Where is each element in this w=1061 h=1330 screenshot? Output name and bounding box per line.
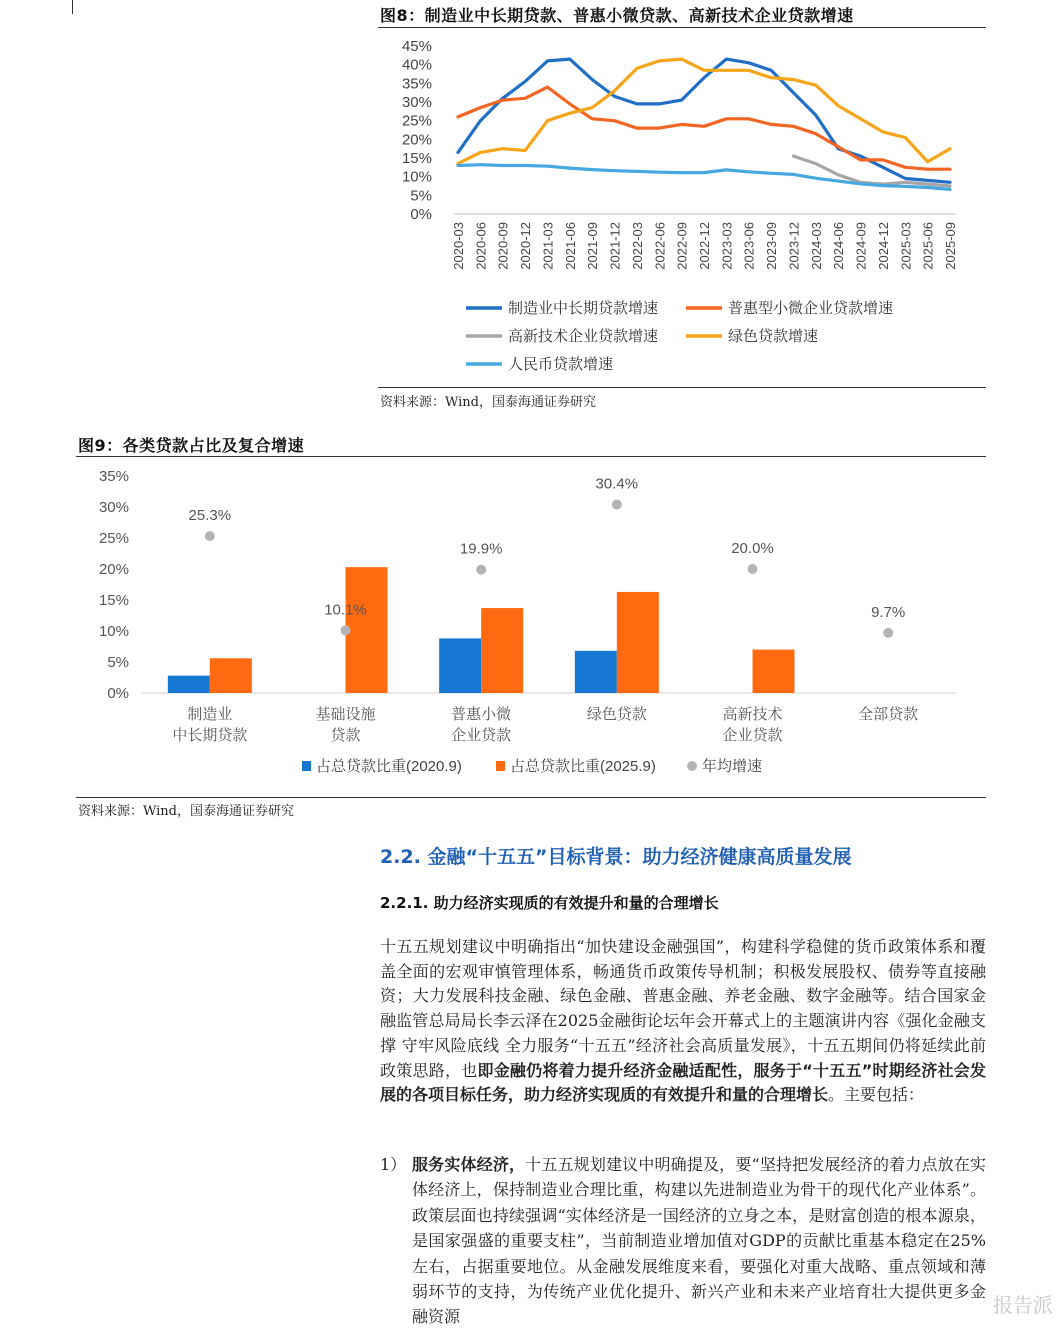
- y-tick-label: 40%: [401, 56, 432, 74]
- growth-dot: [476, 565, 486, 575]
- growth-label: 19.9%: [459, 540, 503, 558]
- growth-dot: [748, 564, 758, 574]
- list-item-bold: 服务实体经济，: [412, 1155, 526, 1174]
- bar-2020: [439, 638, 481, 693]
- y-tick-label: 5%: [410, 187, 432, 205]
- y-tick-label: 25%: [401, 112, 432, 130]
- x-tick-label: 2021-12: [607, 222, 623, 270]
- bar-2025: [346, 567, 388, 693]
- category-label: 企业贷款: [722, 727, 783, 744]
- list-item-text: 十五五规划建议中明确提及，要“坚持把发展经济的着力点放在实体经济上，保持制造业合理比重，构建以先进制造业为骨干的现代化产业体系”。政策层面也持续强调“实体经济是一国经济的立身之本，是财富创造的根本源泉，是国家强盛的重要支柱”，当前制造业增加值对GDP的贡献比重基本稳定在25%左右，占据重要地位。从金融发展维度来看，要强化对重大战略、重点领域和薄弱环节的支持，为传统产业优化提升、新兴产业和未来产业培育壮大提供更多金融资源: [412, 1155, 986, 1327]
- figure8-bottom-rule: [378, 387, 986, 388]
- paragraph-bold-text: 即金融仍将着力提升经济金融适配性，服务于“十五五”时期经济社会发展的各项目标任务，助力经济实现质的有效提升和量的合理增长: [380, 1060, 986, 1105]
- top-margin-line: [72, 0, 73, 14]
- legend-swatch: [496, 761, 505, 771]
- category-label: 普惠小微: [451, 706, 512, 723]
- x-tick-label: 2021-03: [540, 222, 556, 270]
- legend-label: 占总贷款比重(2025.9): [510, 758, 656, 775]
- x-tick-label: 2022-06: [652, 222, 668, 270]
- bar-2020: [168, 676, 210, 693]
- figure9-bottom-rule: [76, 797, 986, 798]
- x-tick-label: 2025-03: [898, 222, 914, 270]
- bar-2025: [617, 592, 659, 693]
- x-tick-label: 2023-09: [764, 222, 780, 270]
- growth-dot: [341, 625, 351, 635]
- growth-dot: [612, 500, 622, 510]
- x-tick-label: 2024-06: [831, 222, 847, 270]
- legend-label: 制造业中长期贷款增速: [508, 300, 659, 317]
- x-tick-label: 2023-06: [741, 222, 757, 270]
- growth-dot: [205, 531, 215, 541]
- paragraph-tail: 。主要包括：: [828, 1085, 925, 1105]
- figure9-bar-chart: [76, 457, 986, 795]
- growth-label: 30.4%: [595, 475, 639, 493]
- legend-label: 人民币贷款增速: [508, 356, 614, 373]
- bar-2025: [481, 608, 523, 693]
- legend-label: 高新技术企业贷款增速: [508, 328, 659, 345]
- x-tick-label: 2024-09: [853, 221, 869, 270]
- x-tick-label: 2020-12: [518, 222, 534, 270]
- list-item-body: [412, 1152, 986, 1330]
- category-label: 制造业: [187, 706, 233, 723]
- x-tick-label: 2024-03: [808, 222, 824, 270]
- y-tick-label: 0%: [410, 206, 432, 223]
- bar-2025: [753, 650, 795, 693]
- y-tick-label: 5%: [107, 654, 129, 671]
- category-label: 贷款: [330, 727, 361, 744]
- x-tick-label: 2021-09: [585, 222, 601, 270]
- figure8-title: 图8：制造业中长期贷款、普惠小微贷款、高新技术企业贷款增速: [380, 6, 854, 25]
- bar-2025: [210, 658, 252, 693]
- y-tick-label: 35%: [98, 468, 129, 485]
- y-tick-label: 20%: [98, 561, 129, 578]
- legend-label: 普惠型小微企业贷款增速: [728, 300, 894, 317]
- growth-label: 20.0%: [731, 540, 774, 557]
- growth-label: 9.7%: [871, 603, 906, 621]
- x-tick-label: 2024-12: [875, 221, 891, 270]
- x-tick-label: 2022-12: [697, 222, 712, 270]
- list-item-number: 1）: [380, 1155, 407, 1174]
- x-tick-label: 2023-12: [786, 222, 802, 270]
- bar-2020: [575, 651, 617, 693]
- series-line: [458, 59, 950, 182]
- y-tick-label: 20%: [401, 131, 432, 149]
- category-label: 全部贷款: [858, 706, 919, 723]
- y-tick-label: 0%: [107, 685, 129, 702]
- x-tick-label: 2020-03: [451, 222, 466, 270]
- figure9-source: 资料来源：Wind，国泰海通证券研究: [78, 804, 294, 819]
- category-label: 绿色贷款: [586, 706, 647, 723]
- y-tick-label: 15%: [401, 150, 432, 167]
- y-tick-label: 30%: [401, 94, 432, 111]
- y-tick-label: 15%: [98, 592, 129, 609]
- growth-label: 25.3%: [188, 507, 232, 525]
- x-tick-label: 2021-06: [562, 222, 578, 270]
- x-tick-label: 2022-03: [629, 222, 645, 270]
- paragraph-text: 十五五规划建议中明确指出“加快建设金融强国”，构建科学稳健的货币政策体系和覆盖全面的宏观审慎管理体系，畅通货币政策传导机制；积极发展股权、债券等直接融资；大力发展科技金融、绿色金融、普惠金融、养老金融、数字金融等。结合国家金融监管总局局长李云泽在2025金融街论坛年会开幕式上的主题演讲内容《强化金融支撑 守牢风险底线 全力服务“十五五”经济社会高质量发展》，十五五期间仍将延续此前政策思路，也: [380, 937, 986, 1080]
- y-tick-label: 30%: [98, 499, 129, 516]
- x-tick-label: 2022-09: [674, 222, 690, 270]
- y-tick-label: 45%: [401, 38, 432, 55]
- watermark-logo: 报告派: [993, 1293, 1053, 1317]
- category-label: 中长期贷款: [172, 727, 248, 744]
- x-tick-label: 2020-09: [495, 222, 511, 270]
- figure9-title: 图9：各类贷款占比及复合增速: [78, 436, 305, 455]
- category-label: 企业贷款: [451, 727, 512, 744]
- figure8-source: 资料来源：Wind，国泰海通证券研究: [380, 395, 596, 410]
- category-label: 高新技术: [722, 706, 783, 723]
- section-subheading: 2.2.1. 助力经济实现质的有效提升和量的合理增长: [380, 894, 719, 912]
- y-tick-label: 10%: [401, 168, 432, 186]
- y-tick-label: 10%: [98, 623, 129, 640]
- x-tick-label: 2020-06: [473, 222, 489, 270]
- x-tick-label: 2023-03: [719, 222, 735, 270]
- body-paragraph: [380, 935, 986, 1108]
- series-line: [458, 165, 950, 190]
- x-tick-label: 2025-09: [943, 222, 958, 270]
- section-heading: 2.2. 金融“十五五”目标背景：助力经济健康高质量发展: [380, 846, 852, 868]
- growth-dot: [883, 628, 893, 638]
- legend-swatch: [302, 761, 311, 771]
- y-tick-label: 35%: [401, 75, 432, 93]
- y-tick-label: 25%: [98, 530, 129, 547]
- legend-label: 绿色贷款增速: [728, 328, 819, 345]
- category-label: 基础设施: [315, 706, 376, 723]
- figure8-line-chart: [378, 28, 986, 386]
- legend-swatch: [687, 761, 697, 771]
- legend-label: 年均增速: [702, 758, 763, 775]
- x-tick-label: 2025-06: [920, 222, 936, 270]
- growth-label: 10.1%: [324, 601, 367, 619]
- legend-label: 占总贷款比重(2020.9): [316, 758, 462, 775]
